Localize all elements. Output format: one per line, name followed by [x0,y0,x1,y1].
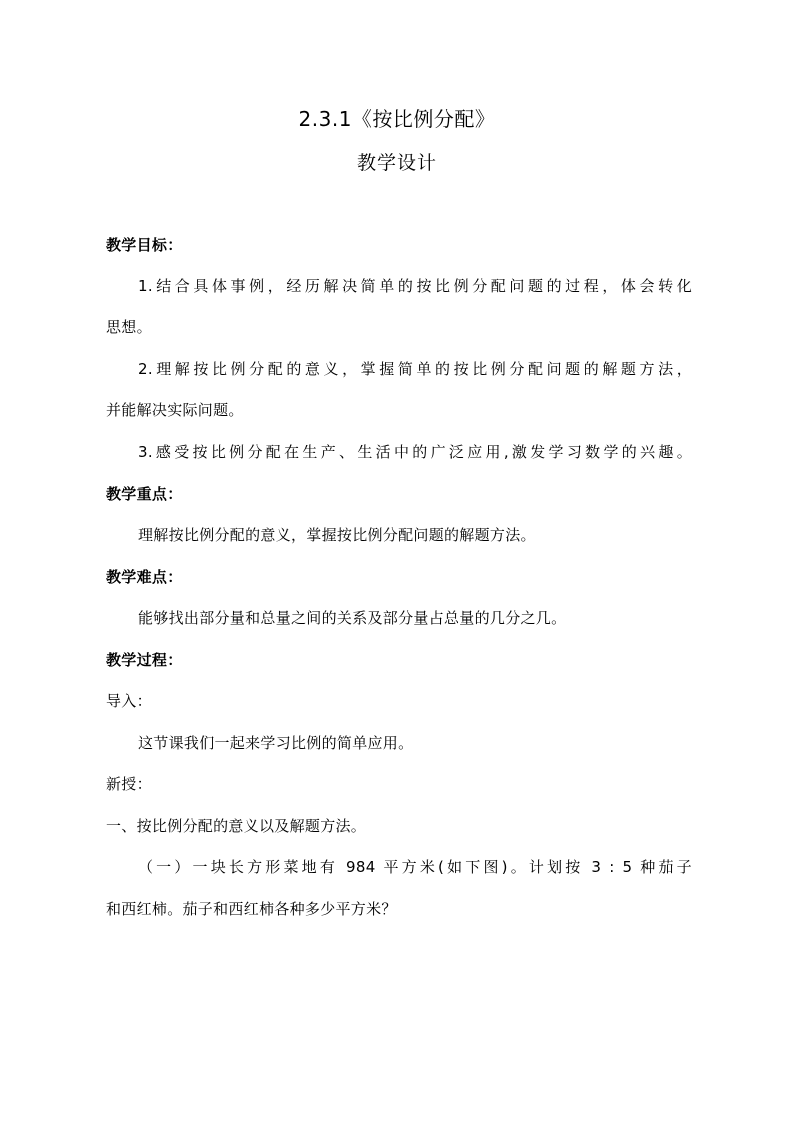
new-lesson-label: 新授： [106,775,152,793]
key-points-heading: 教学重点： [106,485,183,503]
objectives-heading: 教学目标： [106,236,183,254]
objective-item-1-line-1: 1.结合具体事例，经历解决简单的按比例分配问题的过程，体会转化 [138,277,692,295]
section-1-title: 一、按比例分配的意义以及解题方法。 [106,817,367,835]
document-title: 2.3.1《按比例分配》 [298,107,496,131]
difficulties-heading: 教学难点： [106,568,183,586]
intro-text: 这节课我们一起来学习比例的简单应用。 [138,734,414,752]
difficulties-text: 能够找出部分量和总量之间的关系及部分量占总量的几分之几。 [138,609,567,627]
problem-line-2: 和西红柿。茄子和西红柿各种多少平方米？ [106,900,397,918]
objective-item-3-line-1: 3.感受按比例分配在生产、生活中的广泛应用,激发学习数学的兴趣。 [138,443,692,461]
objective-item-2-line-1: 2.理解按比例分配的意义，掌握简单的按比例分配问题的解题方法， [138,360,692,378]
intro-label: 导入： [106,692,152,710]
key-points-text: 理解按比例分配的意义，掌握按比例分配问题的解题方法。 [138,526,536,544]
document-subtitle: 教学设计 [356,152,437,174]
objective-item-2-line-2: 并能解决实际问题。 [106,401,244,419]
problem-line-1: （一）一块长方形菜地有 984 平方米(如下图)。计划按 3 : 5 种茄子 [138,858,692,876]
objective-item-1-line-2: 思想。 [106,318,152,336]
process-heading: 教学过程： [106,651,183,669]
